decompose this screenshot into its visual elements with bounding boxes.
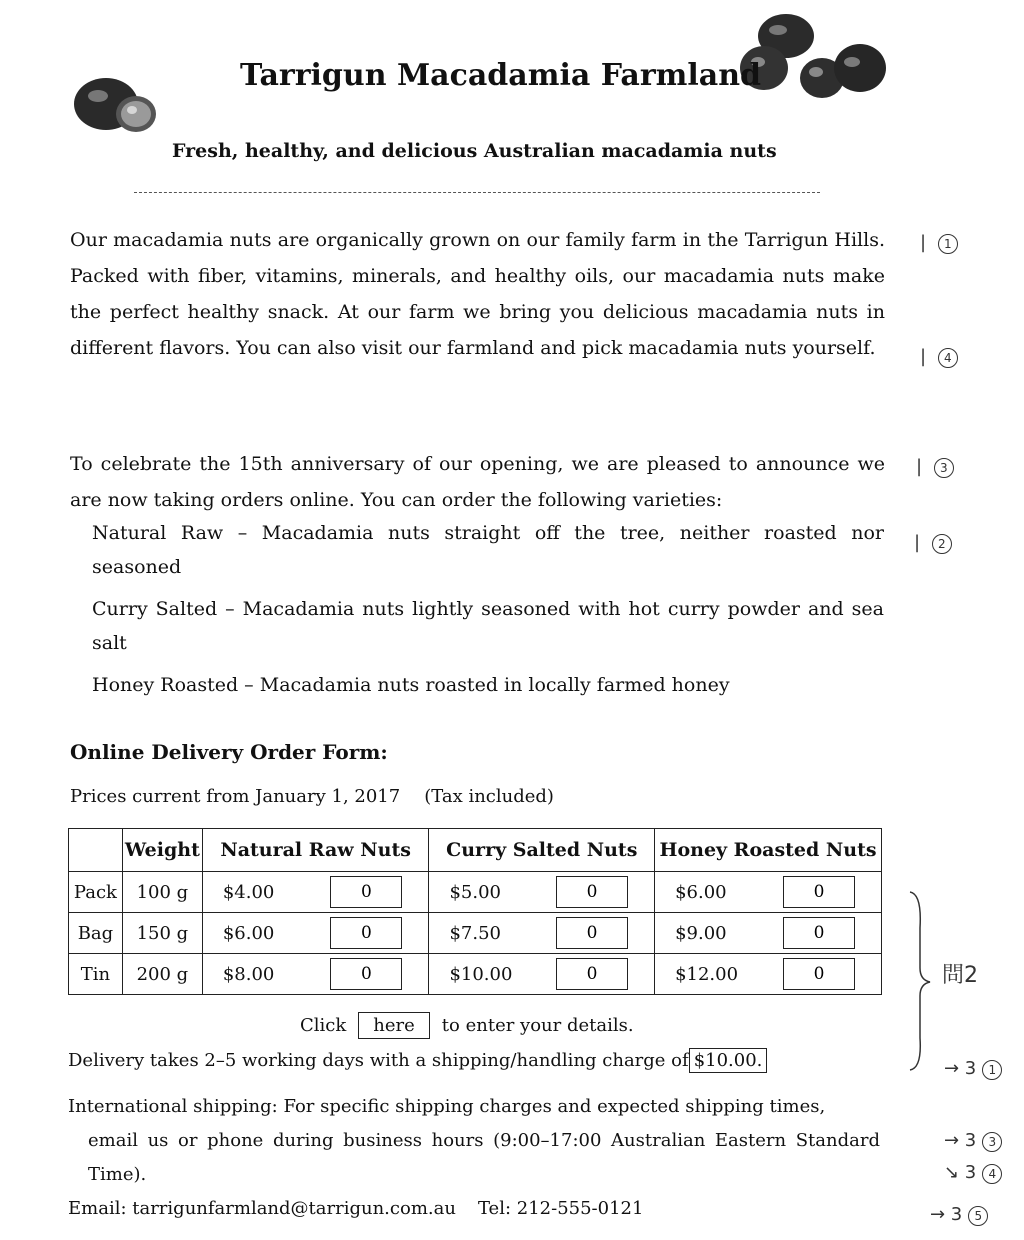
quantity-input[interactable] xyxy=(783,876,855,908)
price: $9.00 xyxy=(675,922,727,944)
price-cell xyxy=(655,913,882,954)
shipping-charge: $10.00. xyxy=(689,1048,768,1073)
brace-mark xyxy=(904,888,934,1074)
quantity-input[interactable] xyxy=(330,958,402,990)
variety-item: Curry Salted – Macadamia nuts lightly seasoned with hot curry powder and sea salt xyxy=(92,598,884,654)
price-cell xyxy=(655,872,882,913)
price: $4.00 xyxy=(222,881,275,903)
page-title: Tarrigun Macadamia Farmland xyxy=(240,58,762,93)
international-shipping xyxy=(68,1090,880,1192)
margin-note: → 3 1 xyxy=(944,1058,1002,1080)
margin-note: | 1 xyxy=(920,232,958,254)
price-cell xyxy=(655,954,882,995)
table-header-row xyxy=(69,829,882,872)
variety-desc: Macadamia nuts lightly seasoned with hot curry powder and sea salt xyxy=(92,598,884,654)
price: $12.00 xyxy=(675,963,739,985)
price-cell xyxy=(202,872,429,913)
intro-paragraph: Our macadamia nuts are organically grown on our family farm in the Tarrigun Hills. Packed with fiber, vitamins, minerals, and healthy oils, our macadamia nuts make the perfect healthy snack. At our farm we bring you delicious macadamia nuts in different flavors. You can also visit our farmland and pick macadamia nuts yourself. xyxy=(70,229,885,359)
macadamia-nuts-image-left xyxy=(70,70,160,136)
price: $6.00 xyxy=(675,881,727,903)
enter-details-text: to enter your details. xyxy=(441,1015,634,1036)
weight-cell: 100 g xyxy=(122,872,202,913)
order-table xyxy=(68,828,882,995)
anniversary-paragraph: To celebrate the 15th anniversary of our opening, we are pleased to announce we are now taking orders online. You can order the following varieties: xyxy=(70,453,885,511)
enter-details-row xyxy=(300,1012,634,1039)
weight-cell: 150 g xyxy=(122,913,202,954)
price-cell xyxy=(429,954,655,995)
table-header: Weight xyxy=(122,829,202,872)
delivery-info xyxy=(68,1050,767,1071)
price-cell xyxy=(202,913,429,954)
quantity-input[interactable] xyxy=(556,917,628,949)
delivery-text: Delivery takes 2–5 working days with a shipping/handling charge of xyxy=(68,1050,689,1071)
page-subtitle: Fresh, healthy, and delicious Australian macadamia nuts xyxy=(172,140,777,162)
macadamia-nuts-image-right xyxy=(740,12,890,104)
table-header-blank xyxy=(69,829,123,872)
variety-name: Curry Salted xyxy=(92,598,218,620)
intl-line: email us or phone during business hours (9:00–17:00 Australian Eastern Standard Time). xyxy=(88,1130,880,1185)
table-row xyxy=(69,872,882,913)
table-header: Natural Raw Nuts xyxy=(202,829,429,872)
quantity-input[interactable] xyxy=(330,876,402,908)
weight-cell: 200 g xyxy=(122,954,202,995)
variety-item: Honey Roasted – Macadamia nuts roasted in locally farmed honey xyxy=(92,674,730,696)
click-text: Click xyxy=(300,1015,347,1036)
price-cell xyxy=(429,872,655,913)
phone-text: Tel: 212-555-0121 xyxy=(477,1198,644,1219)
here-button[interactable]: here xyxy=(358,1012,430,1039)
order-form-heading: Online Delivery Order Form: xyxy=(70,740,388,764)
margin-note: | 3 xyxy=(916,456,954,478)
variety-name: Natural Raw xyxy=(92,522,224,544)
quantity-input[interactable] xyxy=(330,917,402,949)
prices-note xyxy=(70,786,554,807)
variety-desc: Macadamia nuts roasted in locally farmed honey xyxy=(259,674,730,696)
intl-line: International shipping: For specific shipping charges and expected shipping times, xyxy=(68,1096,826,1117)
prices-date: Prices current from January 1, 2017 xyxy=(70,786,401,807)
size-cell: Pack xyxy=(69,872,123,913)
quantity-input[interactable] xyxy=(783,958,855,990)
quantity-input[interactable] xyxy=(783,917,855,949)
size-cell: Tin xyxy=(69,954,123,995)
table-row xyxy=(69,954,882,995)
variety-desc: Macadamia nuts straight off the tree, neither roasted nor seasoned xyxy=(92,522,884,578)
price: $10.00 xyxy=(449,963,513,985)
price: $5.00 xyxy=(449,881,501,903)
table-row xyxy=(69,913,882,954)
margin-note: → 3 5 xyxy=(930,1204,988,1226)
price: $6.00 xyxy=(222,922,275,944)
margin-note: | 4 xyxy=(920,346,958,368)
price: $8.00 xyxy=(222,963,275,985)
contact-info xyxy=(68,1198,643,1219)
variety-item: Natural Raw – Macadamia nuts straight off the tree, neither roasted nor seasoned xyxy=(92,522,884,578)
table-header: Curry Salted Nuts xyxy=(429,829,655,872)
email-text[interactable]: Email: tarrigunfarmland@tarrigun.com.au xyxy=(68,1198,456,1219)
margin-note: → 3 3 xyxy=(944,1130,1002,1152)
price-cell xyxy=(429,913,655,954)
quantity-input[interactable] xyxy=(556,958,628,990)
tax-note: (Tax included) xyxy=(424,786,554,807)
quantity-input[interactable] xyxy=(556,876,628,908)
margin-note: 問2 xyxy=(942,963,978,988)
price-cell xyxy=(202,954,429,995)
divider xyxy=(134,192,820,193)
margin-note: ↘ 3 4 xyxy=(944,1162,1002,1184)
size-cell: Bag xyxy=(69,913,123,954)
variety-name: Honey Roasted xyxy=(92,674,239,696)
margin-note: | 2 xyxy=(914,532,952,554)
price: $7.50 xyxy=(449,922,501,944)
table-header: Honey Roasted Nuts xyxy=(655,829,882,872)
